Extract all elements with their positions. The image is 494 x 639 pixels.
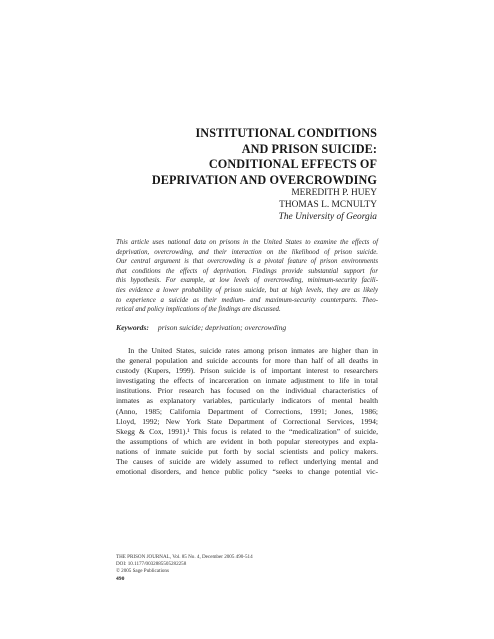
body-line: The causes of suicide are widely assumed to reflect underlying mental and <box>116 457 378 467</box>
body-paragraph <box>116 346 378 477</box>
body-line: the assumptions of which are evident in both popular stereotypes and expla- <box>116 436 378 446</box>
body-line: investigating the effects of incarceration on inmate adjustment to life in total <box>116 376 378 386</box>
abstract-line: to experience a suicide as their medium- and maximum-security counterparts. Theo- <box>116 296 378 304</box>
body-line: custody (Kupers, 1999). Prison suicide is of important interest to researchers <box>116 366 378 376</box>
doi: DOI: 10.1177/0032885505282258 <box>116 561 187 567</box>
abstract-line: retical and policy implications of the findings are discussed. <box>116 306 281 314</box>
abstract-line: This article uses national data on prisons in the United States to examine the effects of <box>116 239 378 246</box>
body-line: inmates as explanatory variables, particularly indicators of mental health <box>116 396 378 406</box>
abstract-line: this hypothesis. For example, at low levels of overcrowding, minimum-security facili- <box>116 277 378 285</box>
body-line: Lloyd, 1992; New York State Department of Correctional Services, 1994; <box>116 416 378 426</box>
body-line: Skegg & Cox, 1991).¹ This focus is related to the “medicalization” of suicide, <box>116 426 378 436</box>
keywords-list: prison suicide; deprivation; overcrowding <box>157 323 287 332</box>
author-affiliation: The University of Georgia <box>278 212 377 223</box>
page-number: 490 <box>116 576 125 582</box>
body-line: In the United States, suicide rates among prison inmates are higher than in <box>128 346 378 355</box>
keywords-label: Keywords: <box>116 323 149 332</box>
body-line: the general population and suicide accounts for more than half of all deaths in <box>116 356 378 366</box>
journal-citation: THE PRISON JOURNAL, Vol. 85 No. 4, December 2005 490-514 <box>116 554 253 560</box>
body-line: institutions. Prior research has focused on the individual characteristics of <box>116 386 378 396</box>
abstract-line: Our central argument is that overcrowding is a pivotal feature of prison environments <box>116 258 378 266</box>
body-line: (Anno, 1985; California Department of Corrections, 1991; Jones, 1986; <box>116 406 378 416</box>
abstract-line: ties evidence a lower probability of prison suicide, but at high levels, they are as likely <box>116 286 378 294</box>
body-line: nations of inmate suicide put forth by social scientists and policy makers. <box>116 446 378 456</box>
body-line: emotional disorders, and hence public policy “seeks to change potential vic- <box>116 467 378 477</box>
title-line: CONDITIONAL EFFECTS OF <box>208 157 377 172</box>
keywords <box>116 323 378 333</box>
copyright: © 2005 Sage Publications <box>116 568 169 574</box>
abstract-line: deprivation, overcrowding, and their interaction on the likelihood of prison suicide. <box>116 248 378 256</box>
title-line: AND PRISON SUICIDE: <box>241 141 377 156</box>
author-name: MEREDITH P. HUEY <box>291 188 377 198</box>
author-block <box>117 187 377 224</box>
abstract-line: that conditions the effects of deprivation. Findings provide substantial support for <box>116 267 378 275</box>
publication-footer <box>116 554 378 575</box>
author-name: THOMAS L. MCNULTY <box>279 200 377 211</box>
title-line: DEPRIVATION AND OVERCROWDING <box>151 172 377 187</box>
title-line: INSTITUTIONAL CONDITIONS <box>195 126 377 140</box>
article-title <box>77 126 377 188</box>
abstract <box>116 238 378 315</box>
